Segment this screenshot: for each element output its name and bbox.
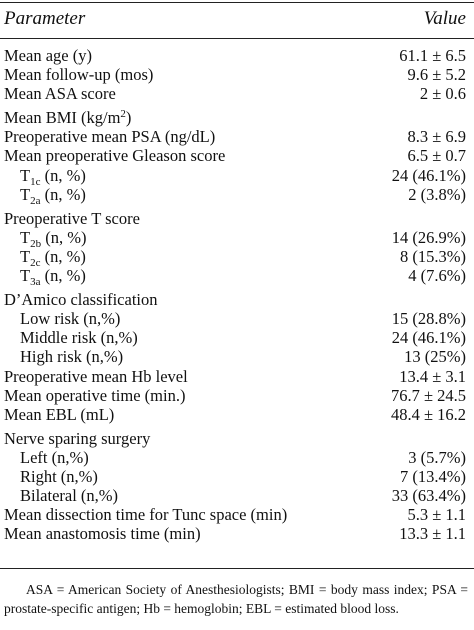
- table-row: [0, 467, 474, 486]
- table-row: [0, 146, 474, 165]
- row-label: $T_{3a}$ (n, %): [20, 266, 86, 289]
- table-row: [0, 505, 474, 524]
- row-label: Right (n,%): [20, 466, 98, 486]
- table-row: [0, 127, 474, 146]
- table-row: [0, 108, 474, 127]
- row-value: 8.3 ± 6.9: [407, 127, 466, 147]
- row-value: 2 (3.8%): [408, 184, 466, 204]
- row-label: Low risk (n,%): [20, 309, 121, 329]
- row-value: 24 (46.1%): [391, 328, 466, 348]
- table-row: [0, 448, 474, 467]
- table-row: [0, 486, 474, 505]
- table-row: [0, 209, 474, 228]
- footnote-text: ASA = American Society of Anesthesiologists; BMI = body mass index; PSA = prostate-specific antigen; Hb = hemoglobin; EBL = estimated blood loss.: [4, 582, 468, 616]
- row-value: 24 (46.1%): [391, 165, 466, 185]
- row-label: Mean preoperative Gleason score: [4, 146, 226, 166]
- row-value: 14 (26.9%): [391, 227, 466, 247]
- table-row: [0, 84, 474, 103]
- row-label: Mean dissection time for Tunc space (min): [4, 505, 288, 525]
- table-row: [0, 227, 474, 250]
- table-row: [0, 46, 474, 65]
- row-value: 76.7 ± 24.5: [390, 385, 466, 405]
- row-label: $T_{2a}$ (n, %): [20, 184, 86, 207]
- table-row: [0, 367, 474, 386]
- table-header: [0, 8, 474, 32]
- row-value: 4 (7.6%): [408, 266, 466, 286]
- table-row: [0, 405, 474, 424]
- row-label: Mean operative time (min.): [4, 385, 186, 405]
- table-row: [0, 309, 474, 328]
- row-label: Mean follow-up (mos): [4, 65, 154, 85]
- row-label: Mean BMI $(kg/m^2)$: [4, 108, 132, 128]
- row-value: 2 ± 0.6: [419, 84, 466, 104]
- row-label: $T_{2c}$ (n, %): [20, 246, 86, 269]
- header-parameter: Parameter: [4, 8, 86, 29]
- row-value: 15 (28.8%): [391, 309, 466, 329]
- row-label: Preoperative T score: [4, 208, 140, 228]
- row-label: $T_{1c}$ (n, %): [20, 165, 86, 188]
- row-value: 33 (63.4%): [391, 486, 466, 506]
- row-value: 7 (13.4%): [400, 466, 466, 486]
- row-label: Nerve sparing surgery: [4, 428, 151, 448]
- table-body: [0, 46, 474, 543]
- table-row: [0, 65, 474, 84]
- row-label: High risk (n,%): [20, 347, 124, 367]
- row-value: 6.5 ± 0.7: [407, 146, 466, 166]
- header-value: Value: [423, 8, 466, 29]
- bottom-rule: [0, 568, 474, 569]
- row-value: 13.3 ± 1.1: [399, 524, 466, 544]
- row-label: Mean EBL (mL): [4, 404, 115, 424]
- row-label: Preoperative mean Hb level: [4, 366, 188, 386]
- row-value: 48.4 ± 16.2: [390, 404, 466, 424]
- table-row: [0, 290, 474, 309]
- row-value: 61.1 ± 6.5: [399, 46, 466, 65]
- row-label: Bilateral (n,%): [20, 486, 119, 506]
- table-row: [0, 184, 474, 207]
- row-value: 3 (5.7%): [408, 447, 466, 467]
- table-row: [0, 266, 474, 289]
- row-label: Preoperative mean PSA (ng/dL): [4, 127, 216, 147]
- row-label: Mean anastomosis time (min): [4, 524, 201, 544]
- table-row: [0, 429, 474, 448]
- table-row: [0, 246, 474, 269]
- row-value: 13 (25%): [404, 347, 466, 367]
- row-label: Mean ASA score: [4, 84, 116, 104]
- table-footnote: [4, 580, 468, 618]
- row-label: Mean age (y): [4, 46, 92, 65]
- table-row: [0, 328, 474, 347]
- table-row: [0, 165, 474, 188]
- row-label: $T_{2b}$ (n, %): [20, 227, 87, 250]
- row-value: 13.4 ± 3.1: [399, 366, 466, 386]
- header-rule: [0, 38, 474, 39]
- table-row: [0, 524, 474, 543]
- row-value: 8 (15.3%): [400, 246, 466, 266]
- row-label: D’Amico classification: [4, 290, 158, 310]
- row-label: Middle risk (n,%): [20, 328, 138, 348]
- row-label: Left (n,%): [20, 447, 89, 467]
- row-value: 9.6 ± 5.2: [407, 65, 466, 85]
- top-rule: [0, 2, 474, 3]
- table-row: [0, 386, 474, 405]
- row-value: 5.3 ± 1.1: [407, 505, 466, 525]
- table-row: [0, 347, 474, 366]
